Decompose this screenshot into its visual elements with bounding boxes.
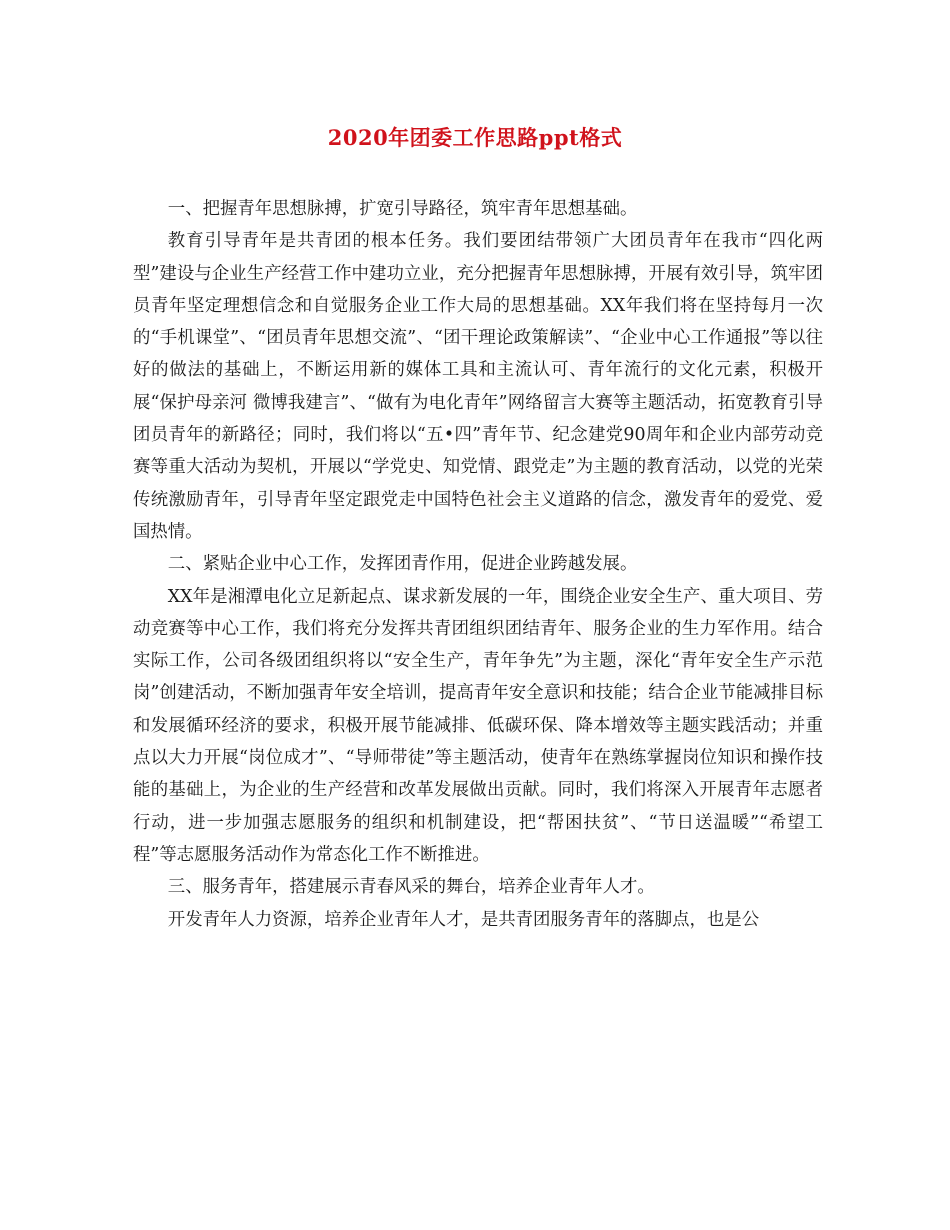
document-title: 2020年团委工作思路ppt格式: [327, 125, 623, 150]
body-paragraph-3: 开发青年人力资源，培养企业青年人才，是共青团服务青年的落脚点，也是公: [167, 909, 760, 930]
section-heading-1: 一、把握青年思想脉搏，扩宽引导路径，筑牢青年思想基础。: [167, 199, 638, 219]
section-heading-3: 三、服务青年，搭建展示青春风采的舞台，培养企业青年人才。: [167, 877, 655, 898]
body-paragraph-1: 教育引导青年是共青团的根本任务。我们要团结带领广大团员青年在我市“四化两型”建设与企业生产经营工作中建功立业，充分把握青年思想脉搏，开展有效引导，筑牢团员青年坚定理想信念和自觉服务企业工作大局的思想基础。XX年我们将在坚持每月一次的“手机课堂”、“团员青年思想交流”、“团干理论政策解读”、“企业中心工作通报”等以往好的做法的基础上，不断运用新的媒体工具和主流认可、青年流行的文化元素，积极开展“保护母亲河 微博我建言”、“做有为电化青年”网络留言大赛等主题活动，拓宽教育引导团员青年的新路径；同时，我们将以“五•四”青年节、纪念建党90周年和企业内部劳动竞赛等重大活动为契机，开展以“学党史、知党情、跟党走”为主题的教育活动，以党的光荣传统激励青年，引导青年坚定跟党走中国特色社会主义道路的信念，激发青年的爱党、爱国热情。: [133, 231, 823, 542]
section-heading-2: 二、紧贴企业中心工作，发挥团青作用，促进企业跨越发展。: [167, 554, 638, 575]
body-paragraph-2: XX年是湘潭电化立足新起点、谋求新发展的一年，围绕企业安全生产、重大项目、劳动竞赛等中心工作，我们将充分发挥共青团组织团结青年、服务企业的生力军作用。结合实际工作，公司各级团组织将以“安全生产，青年争先”为主题，深化“青年安全生产示范岗”创建活动，不断加强青年安全培训，提高青年安全意识和技能；结合企业节能减排目标和发展循环经济的要求，积极开展节能减排、低碳环保、降本增效等主题实践活动；并重点以大力开展“岗位成才”、“导师带徒”等主题活动，使青年在熟练掌握岗位知识和操作技能的基础上，为企业的生产经营和改革发展做出贡献。同时，我们将深入开展青年志愿者行动，进一步加强志愿服务的组织和机制建设，把“帮困扶贫”、“节日送温暖”“希望工程”等志愿服务活动作为常态化工作不断推进。: [133, 586, 823, 865]
document-body: [133, 193, 823, 936]
